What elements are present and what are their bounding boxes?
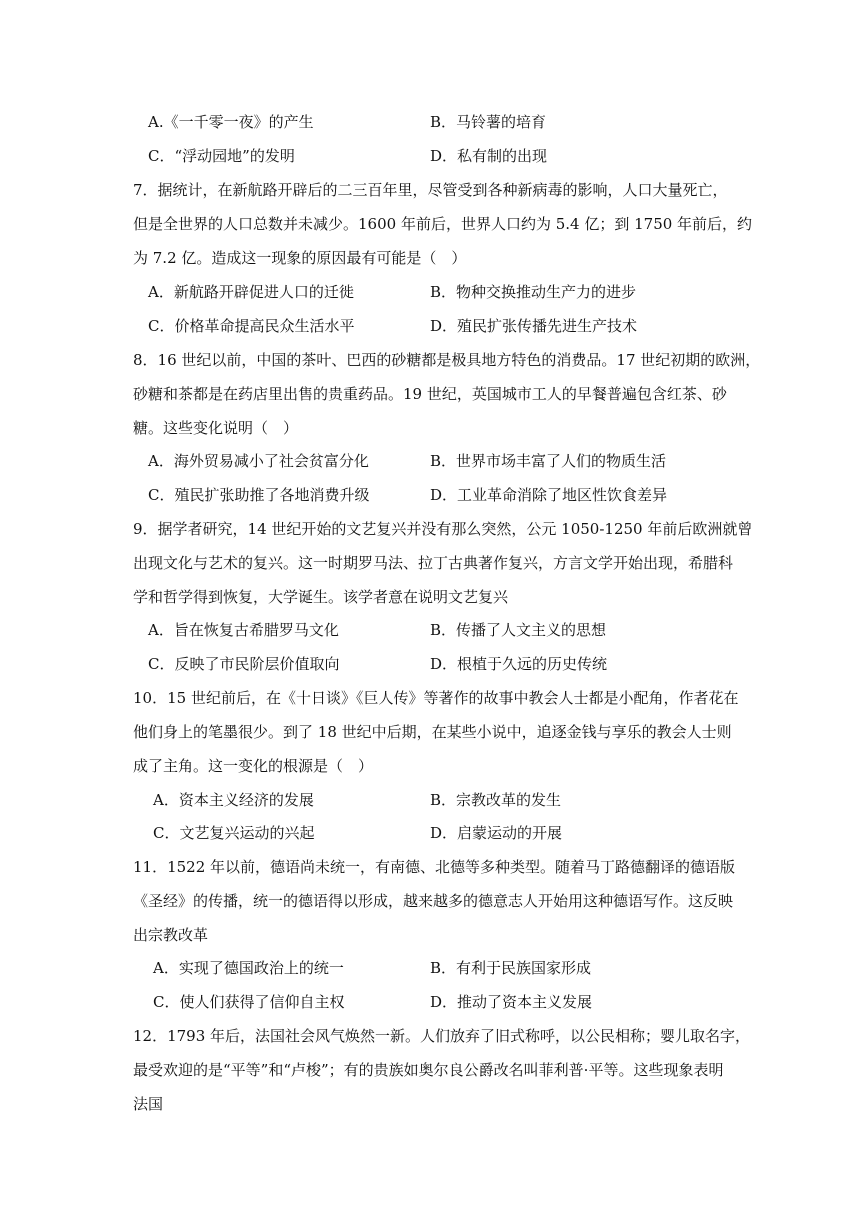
q9-option-d[interactable]: D．根植于久远的历史传统 — [430, 655, 608, 673]
q12-stem-line-2: 最受欢迎的是“平等”和“卢梭”；有的贵族如奥尔良公爵改名叫菲利普·平等。这些现象表明 — [133, 1061, 724, 1079]
q12-stem-line-3: 法国 — [133, 1095, 164, 1113]
q7-stem-line-1: 7．据统计，在新航路开辟后的二三百年里，尽管受到各种新病毒的影响，人口大量死亡， — [133, 181, 728, 199]
q11-option-c[interactable]: C．使人们获得了信仰自主权 — [153, 993, 345, 1011]
q11-stem-line-3: 出宗教改革 — [133, 926, 209, 944]
q8-option-d[interactable]: D．工业革命消除了地区性饮食差异 — [430, 486, 668, 504]
q8-stem-line-1: 8．16 世纪以前，中国的茶叶、巴西的砂糖都是极具地方特色的消费品。17 世纪初期的欧洲， — [133, 351, 761, 369]
q9-option-c[interactable]: C．反映了市民阶层价值取向 — [148, 655, 340, 673]
q9-stem-line-2: 出现文化与艺术的复兴。这一时期罗马法、拉丁古典著作复兴，方言文学开始出现，希腊科 — [133, 554, 734, 572]
q10-option-c[interactable]: C．文艺复兴运动的兴起 — [153, 824, 315, 842]
q10-stem-line-3: 成了主角。这一变化的根源是（ ） — [133, 757, 374, 775]
q9-option-a[interactable]: A．旨在恢复古希腊罗马文化 — [148, 621, 339, 639]
q7-option-a[interactable]: A．新航路开辟促进人口的迁徙 — [148, 283, 354, 301]
q7-option-d[interactable]: D．殖民扩张传播先进生产技术 — [430, 317, 638, 335]
q10-stem-line-1: 10．15 世纪前后，在《十日谈》《巨人传》等著作的故事中教会人士都是小配角，作者花在 — [133, 689, 739, 707]
q10-option-a[interactable]: A．资本主义经济的发展 — [153, 791, 314, 809]
q7-option-c[interactable]: C．价格革命提高民众生活水平 — [148, 317, 355, 335]
q11-stem-line-1: 11．1522 年以前，德语尚未统一，有南德、北德等多种类型。随着马丁路德翻译的德语版 — [133, 858, 736, 876]
q11-option-b[interactable]: B．有利于民族国家形成 — [430, 959, 592, 977]
q10-option-b[interactable]: B．宗教改革的发生 — [430, 791, 562, 809]
q10-stem-line-2: 他们身上的笔墨很少。到了 18 世纪中后期，在某些小说中，追逐金钱与享乐的教会人士则 — [133, 723, 732, 741]
q8-option-a[interactable]: A．海外贸易减小了社会贫富分化 — [148, 452, 369, 470]
q6-option-c[interactable]: C．“浮动园地”的发明 — [148, 147, 295, 165]
q6-option-a[interactable]: A.《一千零一夜》的产生 — [148, 113, 314, 131]
q11-stem-line-2: 《圣经》的传播，统一的德语得以形成，越来越多的德意志人开始用这种德语写作。这反映 — [133, 892, 734, 910]
q11-option-a[interactable]: A．实现了德国政治上的统一 — [153, 959, 344, 977]
q6-option-b[interactable]: B．马铃薯的培育 — [430, 113, 547, 131]
q8-option-b[interactable]: B．世界市场丰富了人们的物质生活 — [430, 452, 667, 470]
q7-stem-line-2: 但是全世界的人口总数并未减少。1600 年前后，世界人口约为 5.4 亿；到 1750 年前后，约 — [133, 215, 753, 233]
q6-option-d[interactable]: D．私有制的出现 — [430, 147, 548, 165]
q11-option-d[interactable]: D．推动了资本主义发展 — [430, 993, 593, 1011]
q8-option-c[interactable]: C．殖民扩张助推了各地消费升级 — [148, 486, 370, 504]
q10-option-d[interactable]: D．启蒙运动的开展 — [430, 824, 563, 842]
q7-stem-line-3: 为 7.2 亿。造成这一现象的原因最有可能是（ ） — [133, 249, 467, 267]
q9-option-b[interactable]: B．传播了人文主义的思想 — [430, 621, 607, 639]
q9-stem-line-3: 学和哲学得到恢复，大学诞生。该学者意在说明文艺复兴 — [133, 588, 509, 606]
q12-stem-line-1: 12．1793 年后，法国社会风气焕然一新。人们放弃了旧式称呼，以公民相称；婴儿取名字， — [133, 1027, 751, 1045]
q9-stem-line-1: 9．据学者研究，14 世纪开始的文艺复兴并没有那么突然，公元 1050-1250 年前后欧洲就曾 — [133, 520, 753, 538]
q8-stem-line-2: 砂糖和茶都是在药店里出售的贵重药品。19 世纪，英国城市工人的早餐普遍包含红茶、砂 — [133, 385, 727, 403]
q7-option-b[interactable]: B．物种交换推动生产力的进步 — [430, 283, 637, 301]
q8-stem-line-3: 糖。这些变化说明（ ） — [133, 419, 299, 437]
